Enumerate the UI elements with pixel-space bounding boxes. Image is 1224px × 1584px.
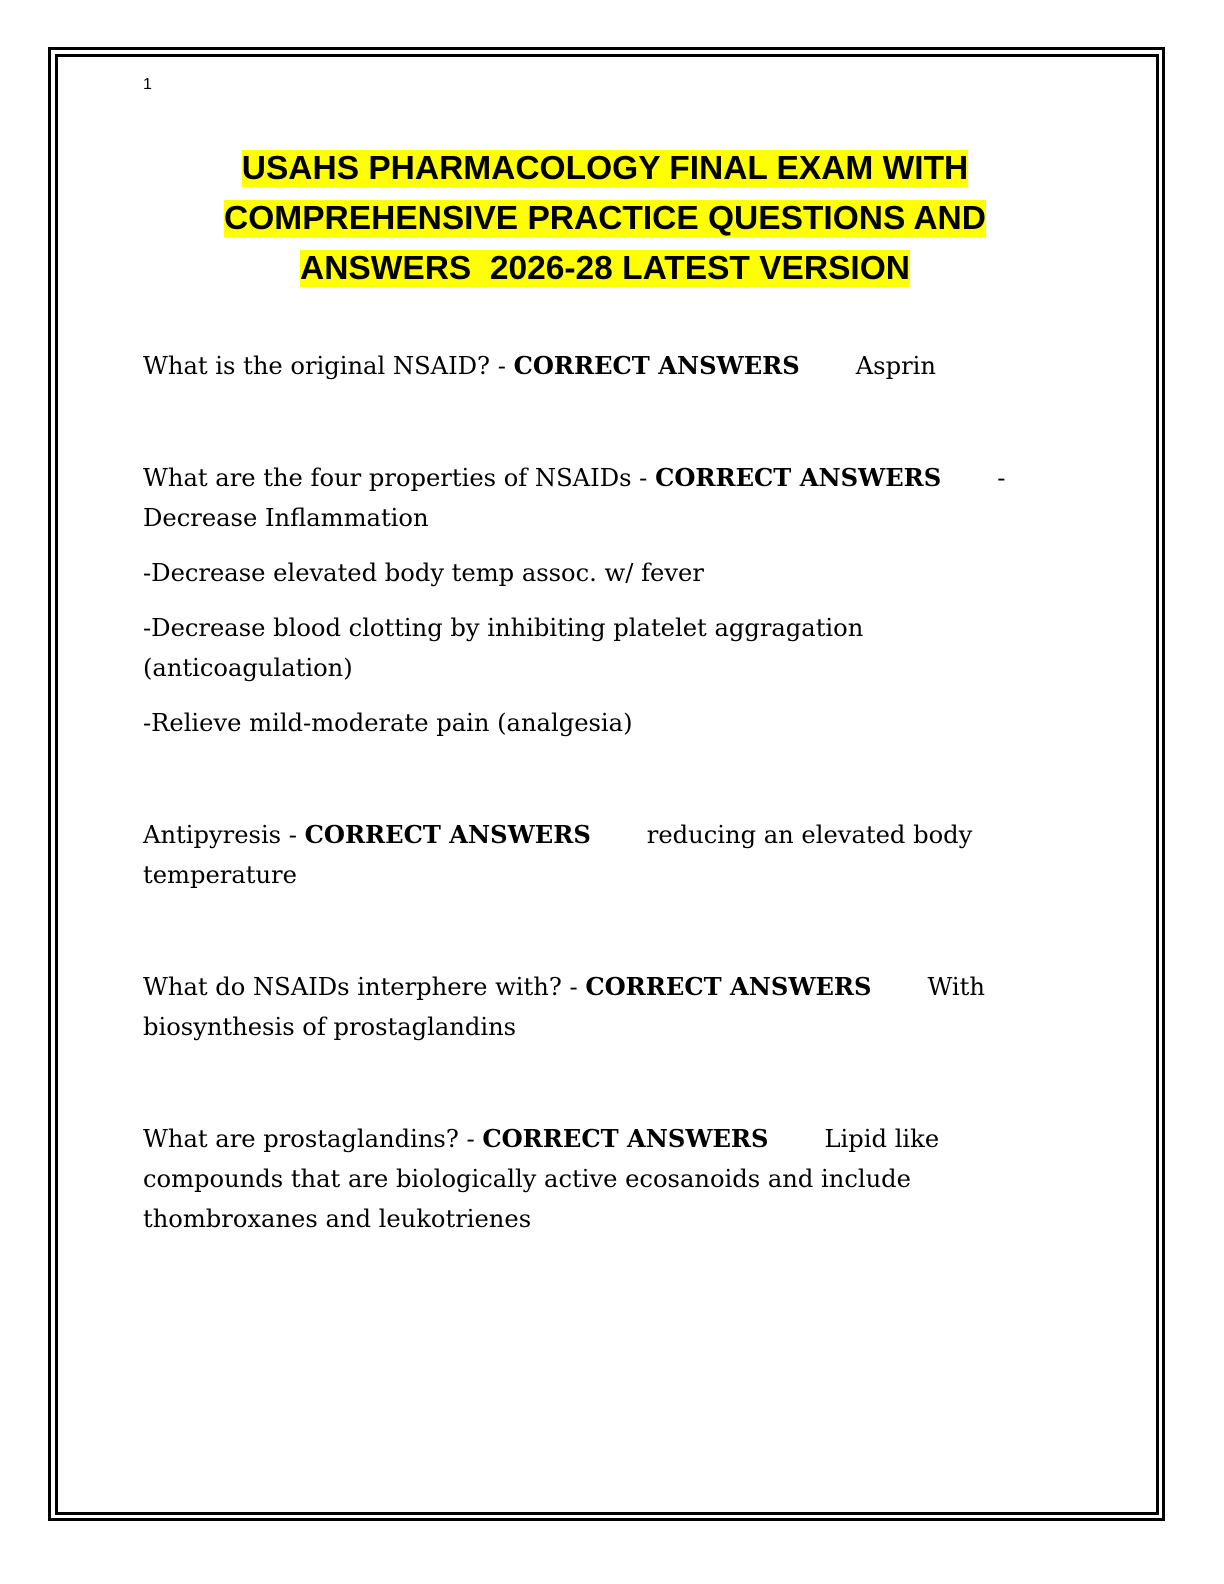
question-text: What do NSAIDs interphere with? - xyxy=(143,973,586,1001)
qa-item-2 xyxy=(143,458,1063,538)
answer-dash: - xyxy=(997,464,1006,492)
answer-line: -Decrease blood clotting by inhibiting platelet aggragation (anticoagulation) xyxy=(143,614,864,682)
answer-line: Decrease Inflammation xyxy=(143,504,429,532)
qa-item-1 xyxy=(143,346,1063,386)
answer-text: reducing an elevated body temperature xyxy=(143,821,973,889)
correct-answers-label: CORRECT ANSWERS xyxy=(655,463,942,492)
document-title xyxy=(100,144,1110,294)
correct-answers-label: CORRECT ANSWERS xyxy=(585,972,872,1001)
answer-line: -Relieve mild-moderate pain (analgesia) xyxy=(143,709,633,737)
answer-text: Lipid like compounds that are biologically active ecosanoids and include thombroxanes and leukotrienes xyxy=(143,1125,940,1233)
answer-text: Asprin xyxy=(855,352,936,380)
title-line-2: COMPREHENSIVE PRACTICE QUESTIONS AND xyxy=(224,200,986,237)
question-text: What is the original NSAID? - xyxy=(143,352,514,380)
qa-item-5 xyxy=(143,1119,1063,1239)
correct-answers-label: CORRECT ANSWERS xyxy=(482,1124,769,1153)
question-text: Antipyresis - xyxy=(143,821,305,849)
answer-line: -Decrease elevated body temp assoc. w/ fever xyxy=(143,559,704,587)
qa-content xyxy=(143,346,1063,1239)
title-line-1: USAHS PHARMACOLOGY FINAL EXAM WITH xyxy=(241,150,969,187)
correct-answers-label: CORRECT ANSWERS xyxy=(304,820,591,849)
answer-text: With biosynthesis of prostaglandins xyxy=(143,973,985,1041)
correct-answers-label: CORRECT ANSWERS xyxy=(513,351,800,380)
qa-item-3 xyxy=(143,815,1063,895)
question-text: What are the four properties of NSAIDs - xyxy=(143,464,656,492)
question-text: What are prostaglandins? - xyxy=(143,1125,483,1153)
title-line-3: ANSWERS 2026-28 LATEST VERSION xyxy=(300,250,910,287)
page-number: 1 xyxy=(143,76,152,93)
qa-item-4 xyxy=(143,967,1063,1047)
